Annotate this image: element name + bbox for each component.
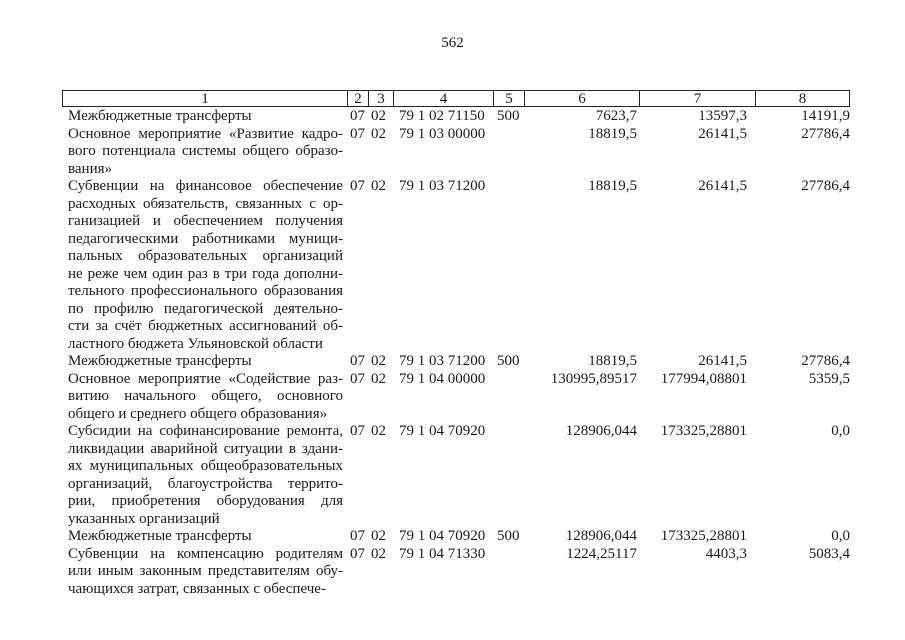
cell-c5: 500	[497, 108, 520, 124]
cell-c8: 5083,4	[808, 545, 850, 562]
cell-c8: 5359,5	[808, 370, 850, 387]
cell-c6: 128906,044	[565, 528, 637, 544]
cell-c5: 500	[497, 528, 520, 544]
row-name-line: по профилю педагогической деятельно-	[68, 300, 343, 317]
cell-c6: 1224,25117	[566, 545, 637, 562]
row-name-line: расходных обязательств, связанных с ор-	[68, 195, 343, 212]
cell-c3: 02	[371, 370, 386, 387]
cell-c7: 26141,5	[698, 353, 747, 369]
cell-c3: 02	[371, 545, 386, 562]
cell-c4: 79 1 04 70920	[399, 528, 486, 544]
cell-c2: 07	[350, 545, 365, 562]
cell-c2: 07	[350, 178, 365, 194]
row-name-line: Субсидии на софинансирование ремонта,	[68, 423, 343, 439]
row-name-line: Основное мероприятие «Содействие раз-	[68, 370, 343, 387]
cell-c2: 07	[350, 125, 365, 142]
cell-c8: 0,0	[831, 528, 850, 544]
cell-c7: 173325,28801	[660, 528, 747, 544]
cell-c7: 13597,3	[698, 108, 747, 124]
row-name	[68, 178, 343, 353]
row-name-line: вания»	[68, 160, 112, 177]
cell-c2: 07	[350, 353, 365, 369]
page-number: 562	[441, 35, 464, 51]
cell-c4: 79 1 02 71150	[399, 108, 485, 124]
cell-c8: 14191,9	[801, 108, 850, 124]
cell-c8: 27786,4	[801, 125, 850, 142]
row-name-line: Межбюджетные трансферты	[68, 108, 252, 124]
row-name-line: Субвенции на компенсацию родителям	[68, 545, 343, 562]
cell-c2: 07	[350, 370, 365, 387]
header-col-6: 6	[525, 91, 640, 106]
cell-c4: 79 1 03 00000	[399, 125, 486, 142]
row-name	[68, 423, 343, 528]
row-name	[68, 126, 343, 179]
row-name-line: указанных организаций	[68, 510, 220, 527]
row-name	[68, 353, 343, 371]
cell-c4: 79 1 04 00000	[399, 370, 486, 387]
row-name-line: ликвидации аварийной ситуации в здани-	[68, 440, 343, 457]
cell-c3: 02	[371, 178, 386, 194]
cell-c3: 02	[371, 353, 386, 369]
cell-c7: 26141,5	[698, 178, 747, 194]
header-col-4: 4	[394, 91, 494, 106]
cell-c4: 79 1 04 70920	[399, 423, 486, 439]
cell-c3: 02	[371, 528, 386, 544]
cell-c6: 18819,5	[588, 178, 637, 194]
row-name-line: витию начального общего, основного	[68, 388, 343, 404]
row-name-line: Межбюджетные трансферты	[68, 353, 252, 369]
cell-c7: 173325,28801	[660, 423, 747, 439]
cell-c2: 07	[350, 423, 365, 439]
row-name-line: Межбюджетные трансферты	[68, 528, 252, 544]
cell-c7: 177994,08801	[660, 370, 747, 387]
cell-c8: 27786,4	[801, 353, 850, 369]
row-name-line: или иным законным представителям обу-	[68, 563, 343, 579]
header-col-5: 5	[494, 91, 525, 106]
cell-c6: 18819,5	[588, 353, 637, 369]
cell-c5: 500	[497, 353, 520, 369]
cell-c6: 18819,5	[588, 125, 637, 142]
row-name-line: Субвенции на финансовое обеспечение	[68, 178, 343, 194]
cell-c4: 79 1 03 71200	[399, 178, 486, 194]
cell-c3: 02	[371, 423, 386, 439]
cell-c3: 02	[371, 125, 386, 142]
row-name-line: педагогическими работниками муници-	[68, 230, 343, 247]
row-name-line: общего и среднего общего образования»	[68, 405, 328, 422]
cell-c4: 79 1 03 71200	[399, 353, 486, 369]
header-col-7: 7	[640, 91, 756, 106]
cell-c6: 7623,7	[595, 108, 637, 124]
cell-c8: 0,0	[831, 423, 850, 439]
row-name-line: ганизацией и обеспечением получения	[68, 213, 343, 229]
header-col-1: 1	[63, 91, 348, 106]
cell-c2: 07	[350, 108, 365, 124]
cell-c2: 07	[350, 528, 365, 544]
row-name-line: тельного профессионального образования	[68, 283, 343, 299]
row-name-line: ластного бюджета Ульяновской области	[68, 335, 323, 352]
cell-c7: 4403,3	[705, 545, 747, 562]
row-name	[68, 528, 343, 546]
row-name-line: не реже чем один раз в три года дополни-	[68, 265, 343, 282]
cell-c3: 02	[371, 108, 386, 124]
row-name-line: рии, приобретения оборудования для	[68, 493, 343, 509]
row-name-line: организаций, благоустройства террито-	[68, 475, 343, 492]
cell-c4: 79 1 04 71330	[399, 545, 486, 562]
header-col-8: 8	[798, 91, 807, 107]
row-name-line: сти за счёт бюджетных ассигнований об-	[68, 318, 343, 334]
cell-c6: 128906,044	[565, 423, 637, 439]
header-col-3: 3	[369, 91, 394, 106]
row-name	[68, 371, 343, 424]
header-col-2: 2	[348, 91, 369, 106]
table-header	[62, 90, 850, 107]
cell-c7: 26141,5	[698, 125, 747, 142]
cell-c8: 27786,4	[801, 178, 850, 194]
row-name	[68, 546, 343, 599]
row-name-line: вого потенциала системы общего образо-	[68, 143, 343, 159]
row-name-line: пальных образовательных организаций	[68, 248, 343, 264]
row-name-line: чающихся затрат, связанных с обеспече-	[68, 580, 326, 597]
row-name-line: ях муниципальных общеобразовательных	[68, 458, 343, 474]
cell-c6: 130995,89517	[550, 370, 637, 387]
row-name-line: Основное мероприятие «Развитие кадро-	[68, 125, 343, 142]
row-name	[68, 108, 343, 126]
